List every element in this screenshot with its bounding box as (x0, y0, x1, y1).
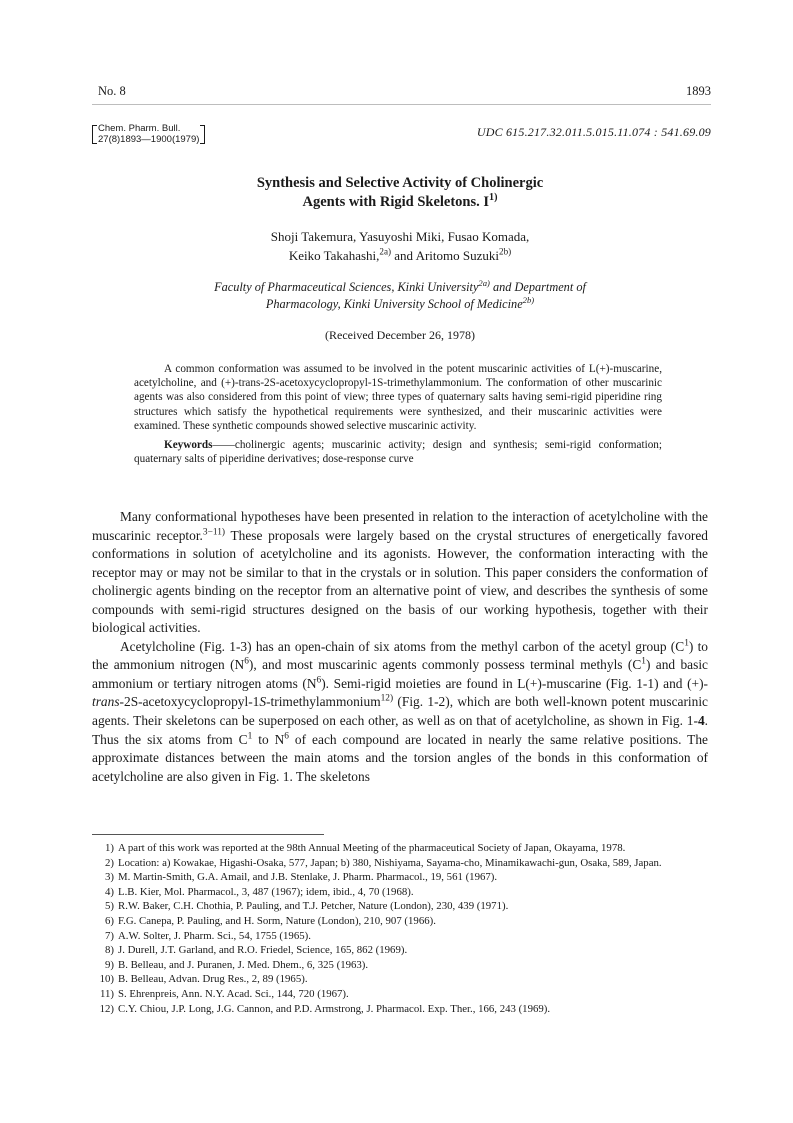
journal-name: Chem. Pharm. Bull. (98, 123, 181, 134)
received-date: (Received December 26, 1978) (325, 328, 475, 342)
footnote: 5) R.W. Baker, C.H. Chothia, P. Pauling, and T.J. Petcher, Nature (London), 230, 439 (1971). (105, 900, 509, 913)
journal-reference (92, 124, 205, 145)
title-line-1: Synthesis and Selective Activity of Cholinergic (256, 175, 544, 191)
keywords-label: Keywords (164, 439, 213, 452)
paragraph-2: Acetylcholine (Fig. 1-3) has an open-chain of six atoms from the methyl carbon of the acetyl group $(C^1)$ to the ammonium nitrogen $(N^6)$, and most muscarinic agents commonly possess terminal methyls $(C^1)$ and basic ammonium or tertiary nitrogen atoms $(N^6)$. Semi-rigid moieties are found in L(+)-muscarine (Fig. 1-1) and (+)-trans-2S-acetoxycyclopropyl-1S-trimethylammonium$^{12)}$ (Fig. 1-2), which are both well-known potent muscarinic agents. Their skeletons can be superposed on each other, as well as on that of acetylcholine, as shown in Fig. 1-4. Thus the six atoms from $C^1$ to $N^6$ of each compound are located in nearly the same relative positions. The approximate distances between the main atoms and the torsion angles of the bonds in this conformation of acetylcholine are also given in Fig. 1. The skeletons (92, 638, 709, 784)
author-suzuki: Aritomo Suzuki (415, 248, 500, 263)
affiliation-line-2: Pharmacology, Kinki University School of Medicine$^{2b)}$ (265, 294, 535, 311)
title-footnote-ref: 1) (489, 192, 498, 204)
paragraph-1: Many conformational hypotheses have been presented in relation to the interaction of acetylcholine with the muscarinic receptor.$^{3-11)}$ These proposals were largely based on the crystal structures of energetically favored conformations in solution of acetylcholine and its agonists. However, the conformation interacting with the receptor may or may not be similar to that in the crystals or in solution. This paper considers the conformation of cholinergic agents binding on the receptor from an alternative point of view, and describes the synthesis of some compounds with semi-rigid structures designed on the basis of our working hypothesis, together with their biological activities. (92, 509, 708, 636)
page-number: 1893 (686, 84, 711, 98)
author-miki: Yasuyoshi Miki, (359, 229, 448, 244)
affiliation-line-1: Faculty of Pharmaceutical Sciences, Kinki University$^{2a)}$ and Department of (214, 277, 586, 294)
footnote: 3) M. Martin-Smith, G.A. Amail, and J.B. Stenlake, J. Pharm. Pharmacol., 19, 561 (1967). (105, 871, 498, 884)
footnote: 11) S. Ehrenpreis, Ann. N.Y. Acad. Sci., 144, 720 (1967). (100, 987, 349, 1000)
journal-volume: 27(8)1893—1900(1979) (98, 133, 200, 145)
footnote: 10) B. Belleau, Advan. Drug Res., 2, 89 (1965). (99, 973, 308, 986)
footnote: 4) L.B. Kier, Mol. Pharmacol., 3, 487 (1967); idem, ibid., 4, 70 (1968). (105, 885, 414, 898)
footnote: 7) A.W. Solter, J. Pharm. Sci., 54, 1755 (1965). (105, 929, 311, 942)
paper-title (150, 174, 650, 212)
author-list (120, 227, 680, 265)
abstract (134, 362, 662, 466)
author-takemura: Shoji Takemura, (270, 229, 360, 244)
footnote-rule (92, 834, 324, 835)
header-rule (92, 104, 711, 105)
authors-line-1 (120, 227, 680, 246)
affiliation (120, 279, 680, 313)
title-line-2: Agents with Rigid Skeletons. $I^{1)}$ (302, 192, 498, 210)
main-text (92, 508, 708, 786)
footnote: 1) A part of this work was reported at the 98th Annual Meeting of the pharmaceutical Society of Japan, Okayama, 1978. (105, 842, 626, 854)
author-takahashi: Keiko Takahashi, (288, 248, 380, 263)
abstract-text: A common conformation was assumed to be involved in the potent muscarinic activities of L(+)-muscarine, acetylcholine, and (+)-trans-2S-acetoxycyclopropyl-1S-trimethylammonium. The conformation of other muscarinic agents was also considered from this point of view; three types of quaternary salts having semi-rigid piperidine ring structures which satisfy the hypothetical requirements were synthesized, and their muscarinic activities were examined. These synthetic compounds showed selective muscarinic activity. (134, 363, 662, 432)
footnote: 9) B. Belleau, and J. Puranen, J. Med. Dhem., 6, 325 (1963). (105, 958, 369, 971)
issue-number: No. 8 (98, 84, 126, 98)
keywords-list: ——cholinergic agents; muscarinic activity; design and synthesis; semi-rigid conformation; quaternary salts of piperidine derivatives; dose-response curve (134, 439, 662, 466)
udc-code: UDC 615.217.32.011.5.015.11.074 : 541.69.09 (476, 125, 711, 139)
author-komada: Fusao Komada, (447, 229, 530, 244)
authors-line-2: Keiko Takahashi,$^{2a)}$ and Aritomo Suzuki$^{2b)}$ (288, 246, 512, 263)
footnote: 12) C.Y. Chiou, J.P. Long, J.G. Cannon, and P.D. Armstrong, J. Pharmacol. Exp. Ther., 166, 243 (1969). (99, 1002, 551, 1015)
footnotes (92, 841, 708, 1016)
footnote: 8) J. Durell, J.T. Garland, and R.O. Friedel, Science, 165, 862 (1969). (105, 944, 408, 957)
footnote: 2) Location: a) Kowakae, Higashi-Osaka, 577, Japan; b) 380, Nishiyama, Sayama-cho, Minamikawachi-gun, Osaka, 589, Japan. (105, 856, 662, 869)
footnote: 6) F.G. Canepa, P. Pauling, and H. Sorm, Nature (London), 210, 907 (1966). (105, 914, 436, 927)
keywords (134, 438, 662, 466)
